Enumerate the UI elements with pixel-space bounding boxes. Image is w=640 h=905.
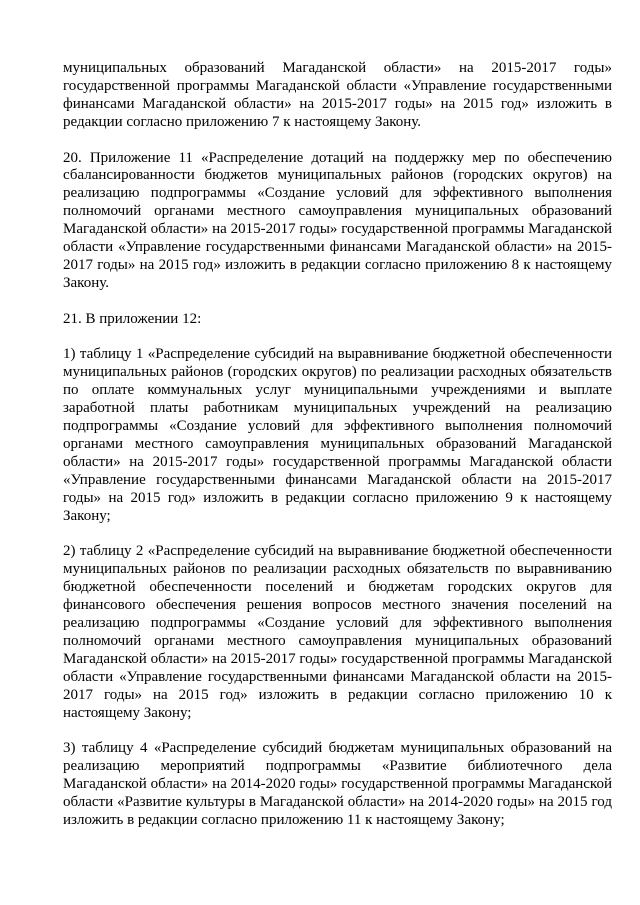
paragraph-item-21: 21. В приложении 12: bbox=[63, 310, 202, 327]
paragraph-subitem-3: 3) таблицу 4 «Распределение субсидий бюджетам муниципальных образований на реализацию мероприятий подпрограммы «Развитие библиотечного дела Магаданской области» на 2014-2020 годы» государственной программы Магаданской области «Развитие культуры в Магаданской области» на 2014-2020 годы» на 2015 год изложить в редакции согласно приложению 11 к настоящему Закону; bbox=[63, 740, 612, 828]
paragraph-subitem-2: 2) таблицу 2 «Распределение субсидий на выравнивание бюджетной обеспеченности муниципальных районов по реализации расходных обязательств по выравниванию бюджетной обеспеченности поселений и бюджетам городских округов для финансового обеспечения решения вопросов местного значения поселений на реализацию подпрограммы «Создание условий для эффективного выполнения полномочий органами местного самоуправления муниципальных образований Магаданской области» на 2015-2017 годы» государственной программы Магаданской области «Управление государственными финансами Магаданской области на 2015-2017 годы» на 2015 год» изложить в редакции согласно приложению 10 к настоящему Закону; bbox=[63, 543, 612, 721]
paragraph-continuation: муниципальных образований Магаданской области» на 2015-2017 годы» государственной программы Магаданской области «Управление государственными финансами Магаданской области» на 2015-2017 годы» на 2015 год» изложить в редакции согласно приложению 7 к настоящему Закону. bbox=[63, 60, 612, 130]
paragraph-item-20: 20. Приложение 11 «Распределение дотаций на поддержку мер по обеспечению сбалансированности бюджетов муниципальных районов (городских округов) на реализацию подпрограммы «Создание условий для эффективного выполнения полномочий органами местного самоуправления муниципальных образований Магаданской области» на 2015-2017 годы» государственной программы Магаданской области «Управление государственными финансами Магаданской области» на 2015-2017 годы» на 2015 год» изложить в редакции согласно приложению 8 к настоящему Закону. bbox=[63, 149, 612, 291]
paragraph-subitem-1: 1) таблицу 1 «Распределение субсидий на выравнивание бюджетной обеспеченности муниципальных районов (городских округов) по реализации расходных обязательств по оплате коммунальных услуг муниципальными учреждениями и выплате заработной платы работникам муниципальных учреждений на реализацию подпрограммы «Создание условий для эффективного выполнения полномочий органами местного самоуправления муниципальных образований Магаданской области» на 2015-2017 годы» государственной программы Магаданской области «Управление государственными финансами Магаданской области на 2015-2017 годы» на 2015 год» изложить в редакции согласно приложению 9 к настоящему Закону; bbox=[63, 346, 612, 524]
document-body bbox=[63, 60, 612, 848]
